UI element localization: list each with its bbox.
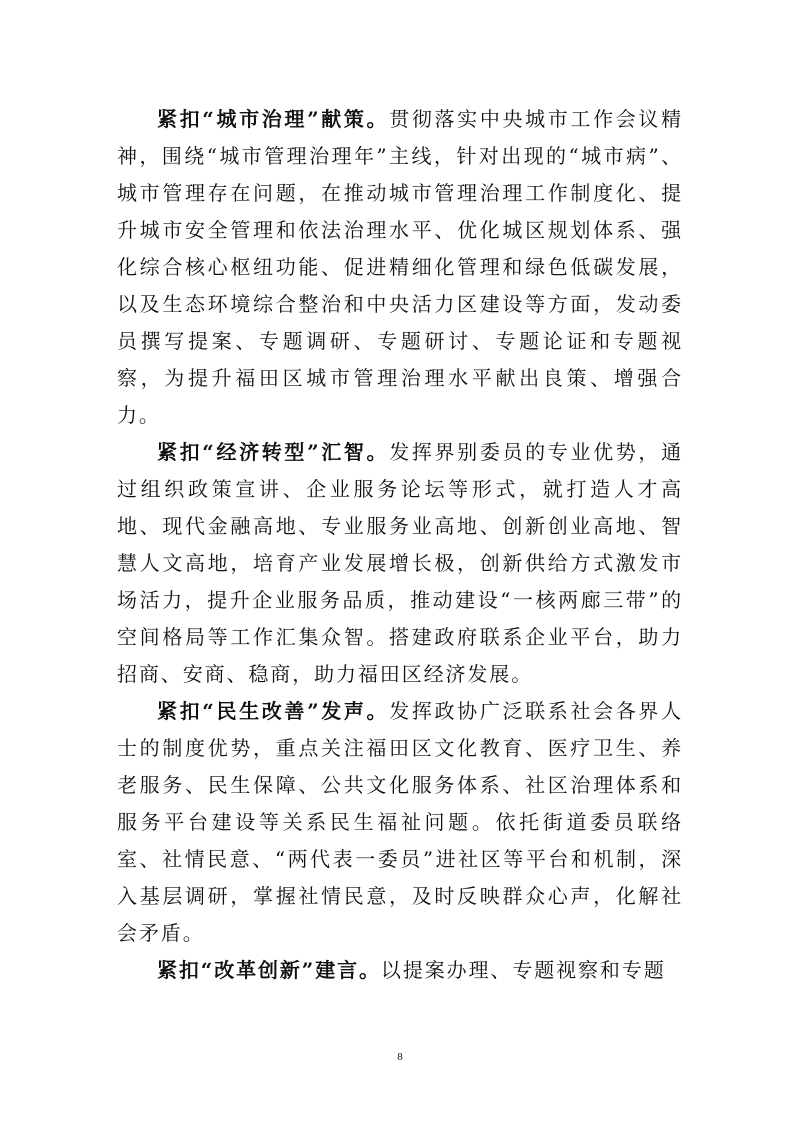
paragraph-heading: 紧扣“城市治理”献策。 xyxy=(157,107,390,131)
paragraph-text: 贯彻落实中央城市工作会议精神，围绕“城市管理治理年”主线，针对出现的“城市病”、城市管理存在问题，在推动城市管理治理工作制度化、提升城市安全管理和依法治理水平、优化城区规划体系、强化综合核心枢纽功能、促进精细化管理和绿色低碳发展，以及生态环境综合整治和中央活力区建设等方面，发动委员撰写提案、专题调研、专题研讨、专题论证和专题视察，为提升福田区城市管理治理水平献出良策、增强合力。 xyxy=(117,107,683,427)
paragraph-city-governance xyxy=(117,101,683,434)
paragraph-heading: 紧扣“改革创新”建言。 xyxy=(157,958,381,982)
paragraph-reform-innovation xyxy=(117,952,683,989)
paragraph-text: 发挥政协广泛联系社会各界人士的制度优势，重点关注福田区文化教育、医疗卫生、养老服务、民生保障、公共文化服务体系、社区治理体系和服务平台建设等关系民生福祉问题。依托街道委员联络室、社情民意、“两代表一委员”进社区等平台和机制，深入基层调研，掌握社情民意，及时反映群众心声，化解社会矛盾。 xyxy=(117,699,683,945)
document-body xyxy=(117,101,683,989)
paragraph-text: 以提案办理、专题视察和专题 xyxy=(380,958,666,982)
paragraph-text: 发挥界别委员的专业优势，通过组织政策宣讲、企业服务论坛等形式，就打造人才高地、现代金融高地、专业服务业高地、创新创业高地、智慧人文高地，培育产业发展增长极，创新供给方式激发市场活力，提升企业服务品质，推动建设“一核两廊三带”的空间格局等工作汇集众智。搭建政府联系企业平台，助力招商、安商、稳商，助力福田区经济发展。 xyxy=(117,440,683,686)
paragraph-heading: 紧扣“经济转型”汇智。 xyxy=(157,440,390,464)
paragraph-heading: 紧扣“民生改善”发声。 xyxy=(157,699,390,723)
page-number: 8 xyxy=(397,1051,403,1063)
paragraph-economic-transformation xyxy=(117,434,683,693)
paragraph-livelihood-improvement xyxy=(117,693,683,952)
